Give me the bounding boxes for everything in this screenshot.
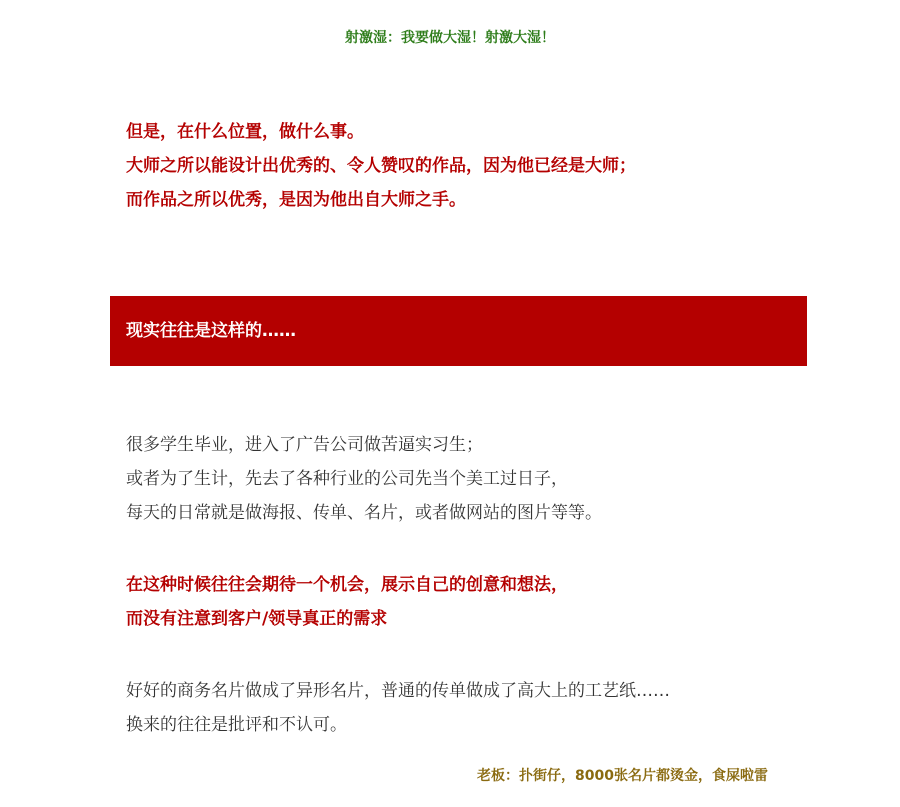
intro-statement <box>126 115 826 217</box>
intro-line: 而作品之所以优秀，是因为他出自大师之手。 <box>126 190 466 210</box>
paragraph-line: 很多学生毕业，进入了广告公司做苦逼实习生； <box>126 435 483 455</box>
section-banner <box>110 296 807 366</box>
boss-quote: 老板：扑街仔，8000张名片都烫金，食屎啦雷 <box>477 768 768 784</box>
paragraph-result <box>126 674 826 742</box>
paragraph-line: 好好的商务名片做成了异形名片，普通的传单做成了高大上的工艺纸…… <box>126 681 670 701</box>
paragraph-highlight <box>126 568 826 636</box>
paragraph-line: 换来的往往是批评和不认可。 <box>126 715 347 735</box>
paragraph-line: 或者为了生计，先去了各种行业的公司先当个美工过日子， <box>126 469 568 489</box>
highlight-line: 而没有注意到客户/领导真正的需求 <box>126 609 388 629</box>
intro-line: 但是，在什么位置，做什么事。 <box>126 122 364 142</box>
banner-heading: 现实往往是这样的…… <box>126 321 296 341</box>
intro-line: 大师之所以能设计出优秀的、令人赞叹的作品，因为他已经是大师； <box>126 156 636 176</box>
paragraph-line: 每天的日常就是做海报、传单、名片，或者做网站的图片等等。 <box>126 503 602 523</box>
highlight-line: 在这种时候往往会期待一个机会，展示自己的创意和想法， <box>126 575 568 595</box>
top-caption: 射激湿：我要做大湿！射激大湿！ <box>345 30 555 46</box>
paragraph-graduates <box>126 428 826 530</box>
